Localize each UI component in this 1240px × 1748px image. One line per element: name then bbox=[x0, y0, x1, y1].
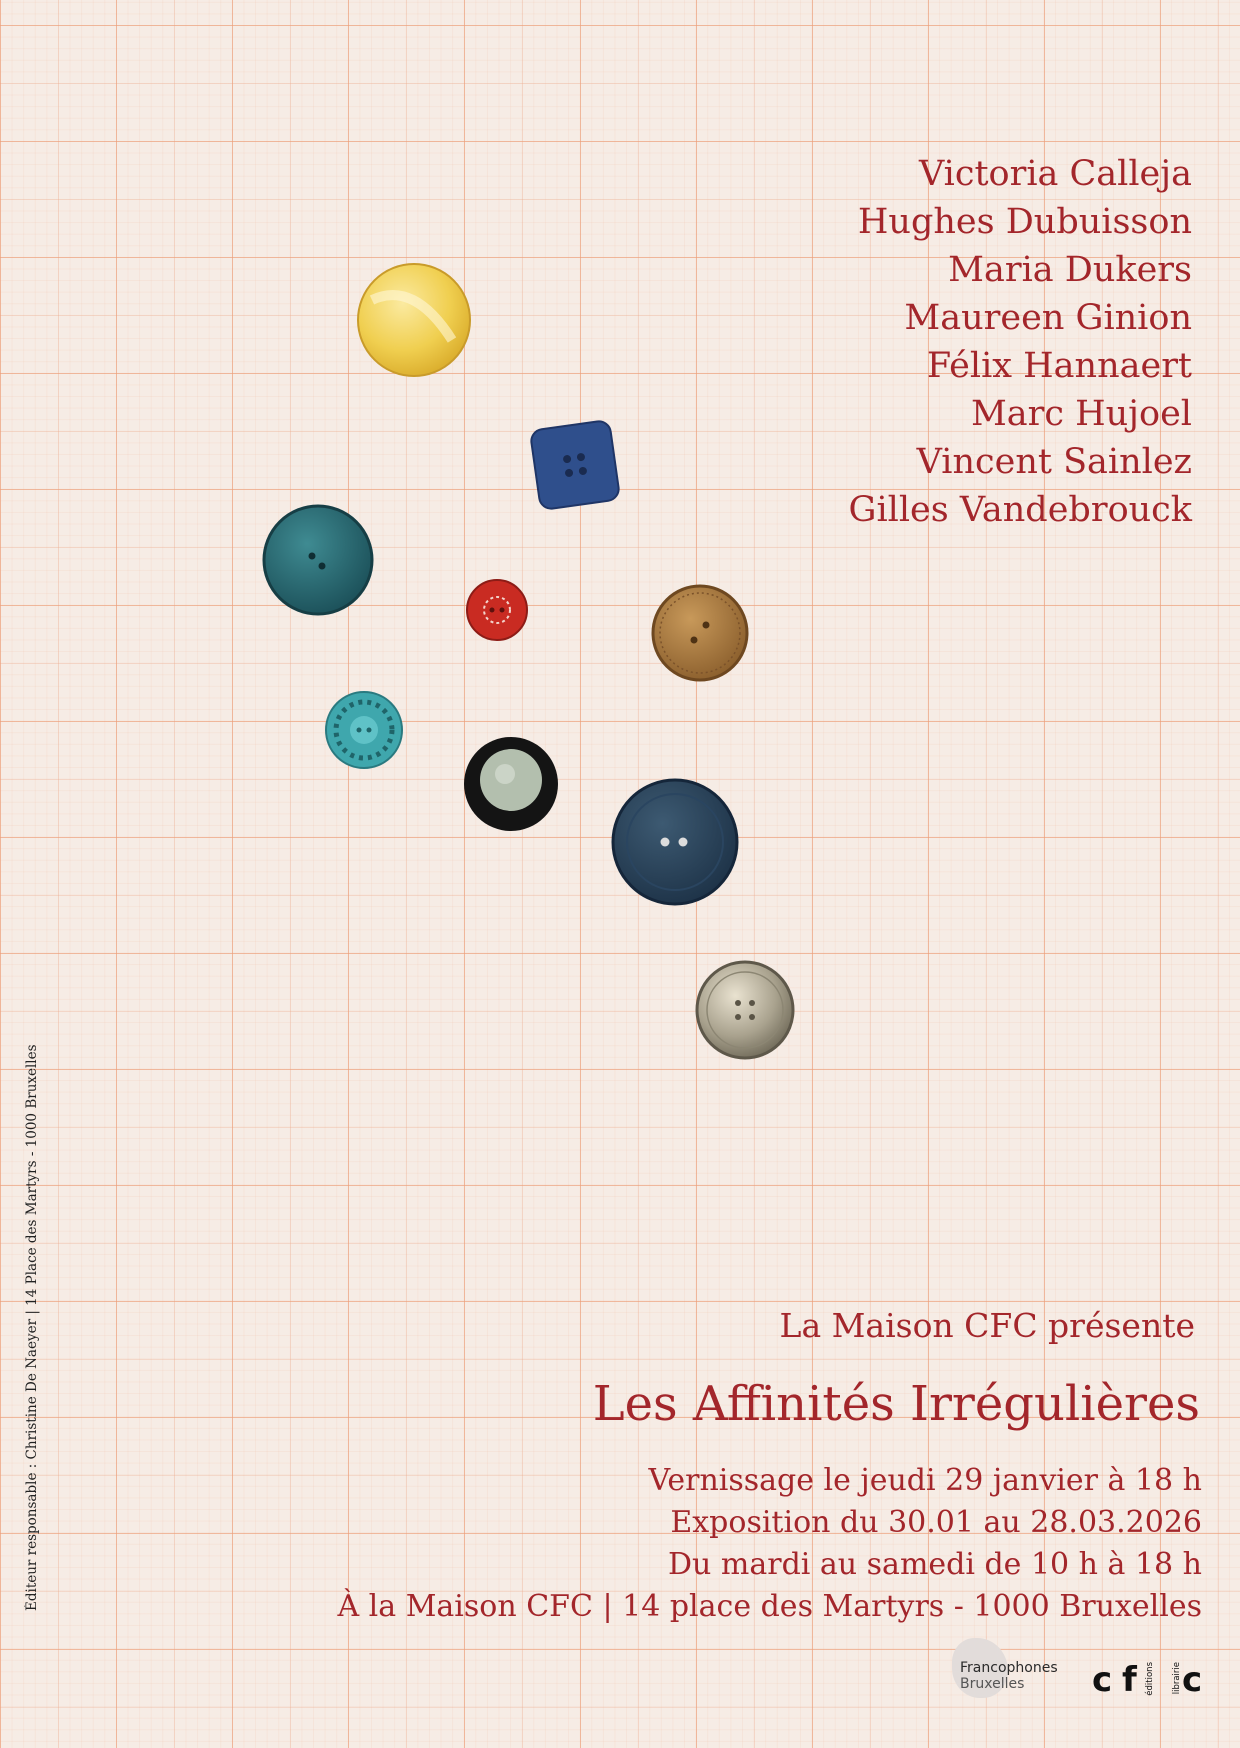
navy-button bbox=[613, 780, 737, 904]
artist-name: Victoria Calleja bbox=[919, 154, 1192, 194]
cfc-logo bbox=[1090, 1660, 1210, 1708]
artist-name: Marc Hujoel bbox=[970, 394, 1192, 434]
pearl-button bbox=[697, 962, 793, 1058]
brown-button bbox=[653, 586, 747, 680]
artist-name: Félix Hannaert bbox=[926, 346, 1192, 386]
red-button bbox=[467, 580, 527, 640]
francophones-bruxelles-logo bbox=[948, 1638, 1078, 1698]
venue-line: À la Maison CFC | 14 place des Martyrs - 1000 Bruxelles bbox=[337, 1589, 1202, 1624]
exhibition-details bbox=[337, 1460, 1202, 1628]
logo-text-line2: Bruxelles bbox=[960, 1676, 1025, 1692]
cfc-librairie-text: librairie bbox=[1172, 1662, 1182, 1695]
blue-square-button bbox=[530, 420, 620, 510]
hours-line: Du mardi au samedi de 10 h à 18 h bbox=[668, 1547, 1202, 1582]
turquoise-button bbox=[326, 692, 402, 768]
artist-name: Gilles Vandebrouck bbox=[848, 490, 1192, 530]
cfc-letter: f bbox=[1122, 1660, 1137, 1700]
exhibition-title: Les Affinités Irrégulières bbox=[592, 1376, 1200, 1432]
cfc-letter: c bbox=[1182, 1660, 1203, 1700]
artist-name: Hughes Dubuisson bbox=[857, 202, 1192, 242]
artist-name: Maureen Ginion bbox=[904, 298, 1192, 338]
cfc-editions-text: éditions bbox=[1145, 1662, 1155, 1696]
black-ring-button bbox=[464, 737, 558, 831]
artist-name: Maria Dukers bbox=[948, 250, 1192, 290]
dates-line: Exposition du 30.01 au 28.03.2026 bbox=[670, 1505, 1202, 1540]
presenter-line: La Maison CFC présente bbox=[779, 1306, 1195, 1345]
logo-text-line1: Francophones bbox=[960, 1660, 1058, 1676]
opening-line: Vernissage le jeudi 29 janvier à 18 h bbox=[648, 1463, 1202, 1498]
publisher-imprint: Éditeur responsable : Christine De Naeyer | 14 Place des Martyrs - 1000 Bruxelles bbox=[24, 1044, 40, 1611]
teal-button bbox=[264, 506, 372, 614]
yellow-button bbox=[358, 264, 470, 376]
artist-name: Vincent Sainlez bbox=[916, 442, 1192, 482]
cfc-letter: c bbox=[1092, 1660, 1113, 1700]
